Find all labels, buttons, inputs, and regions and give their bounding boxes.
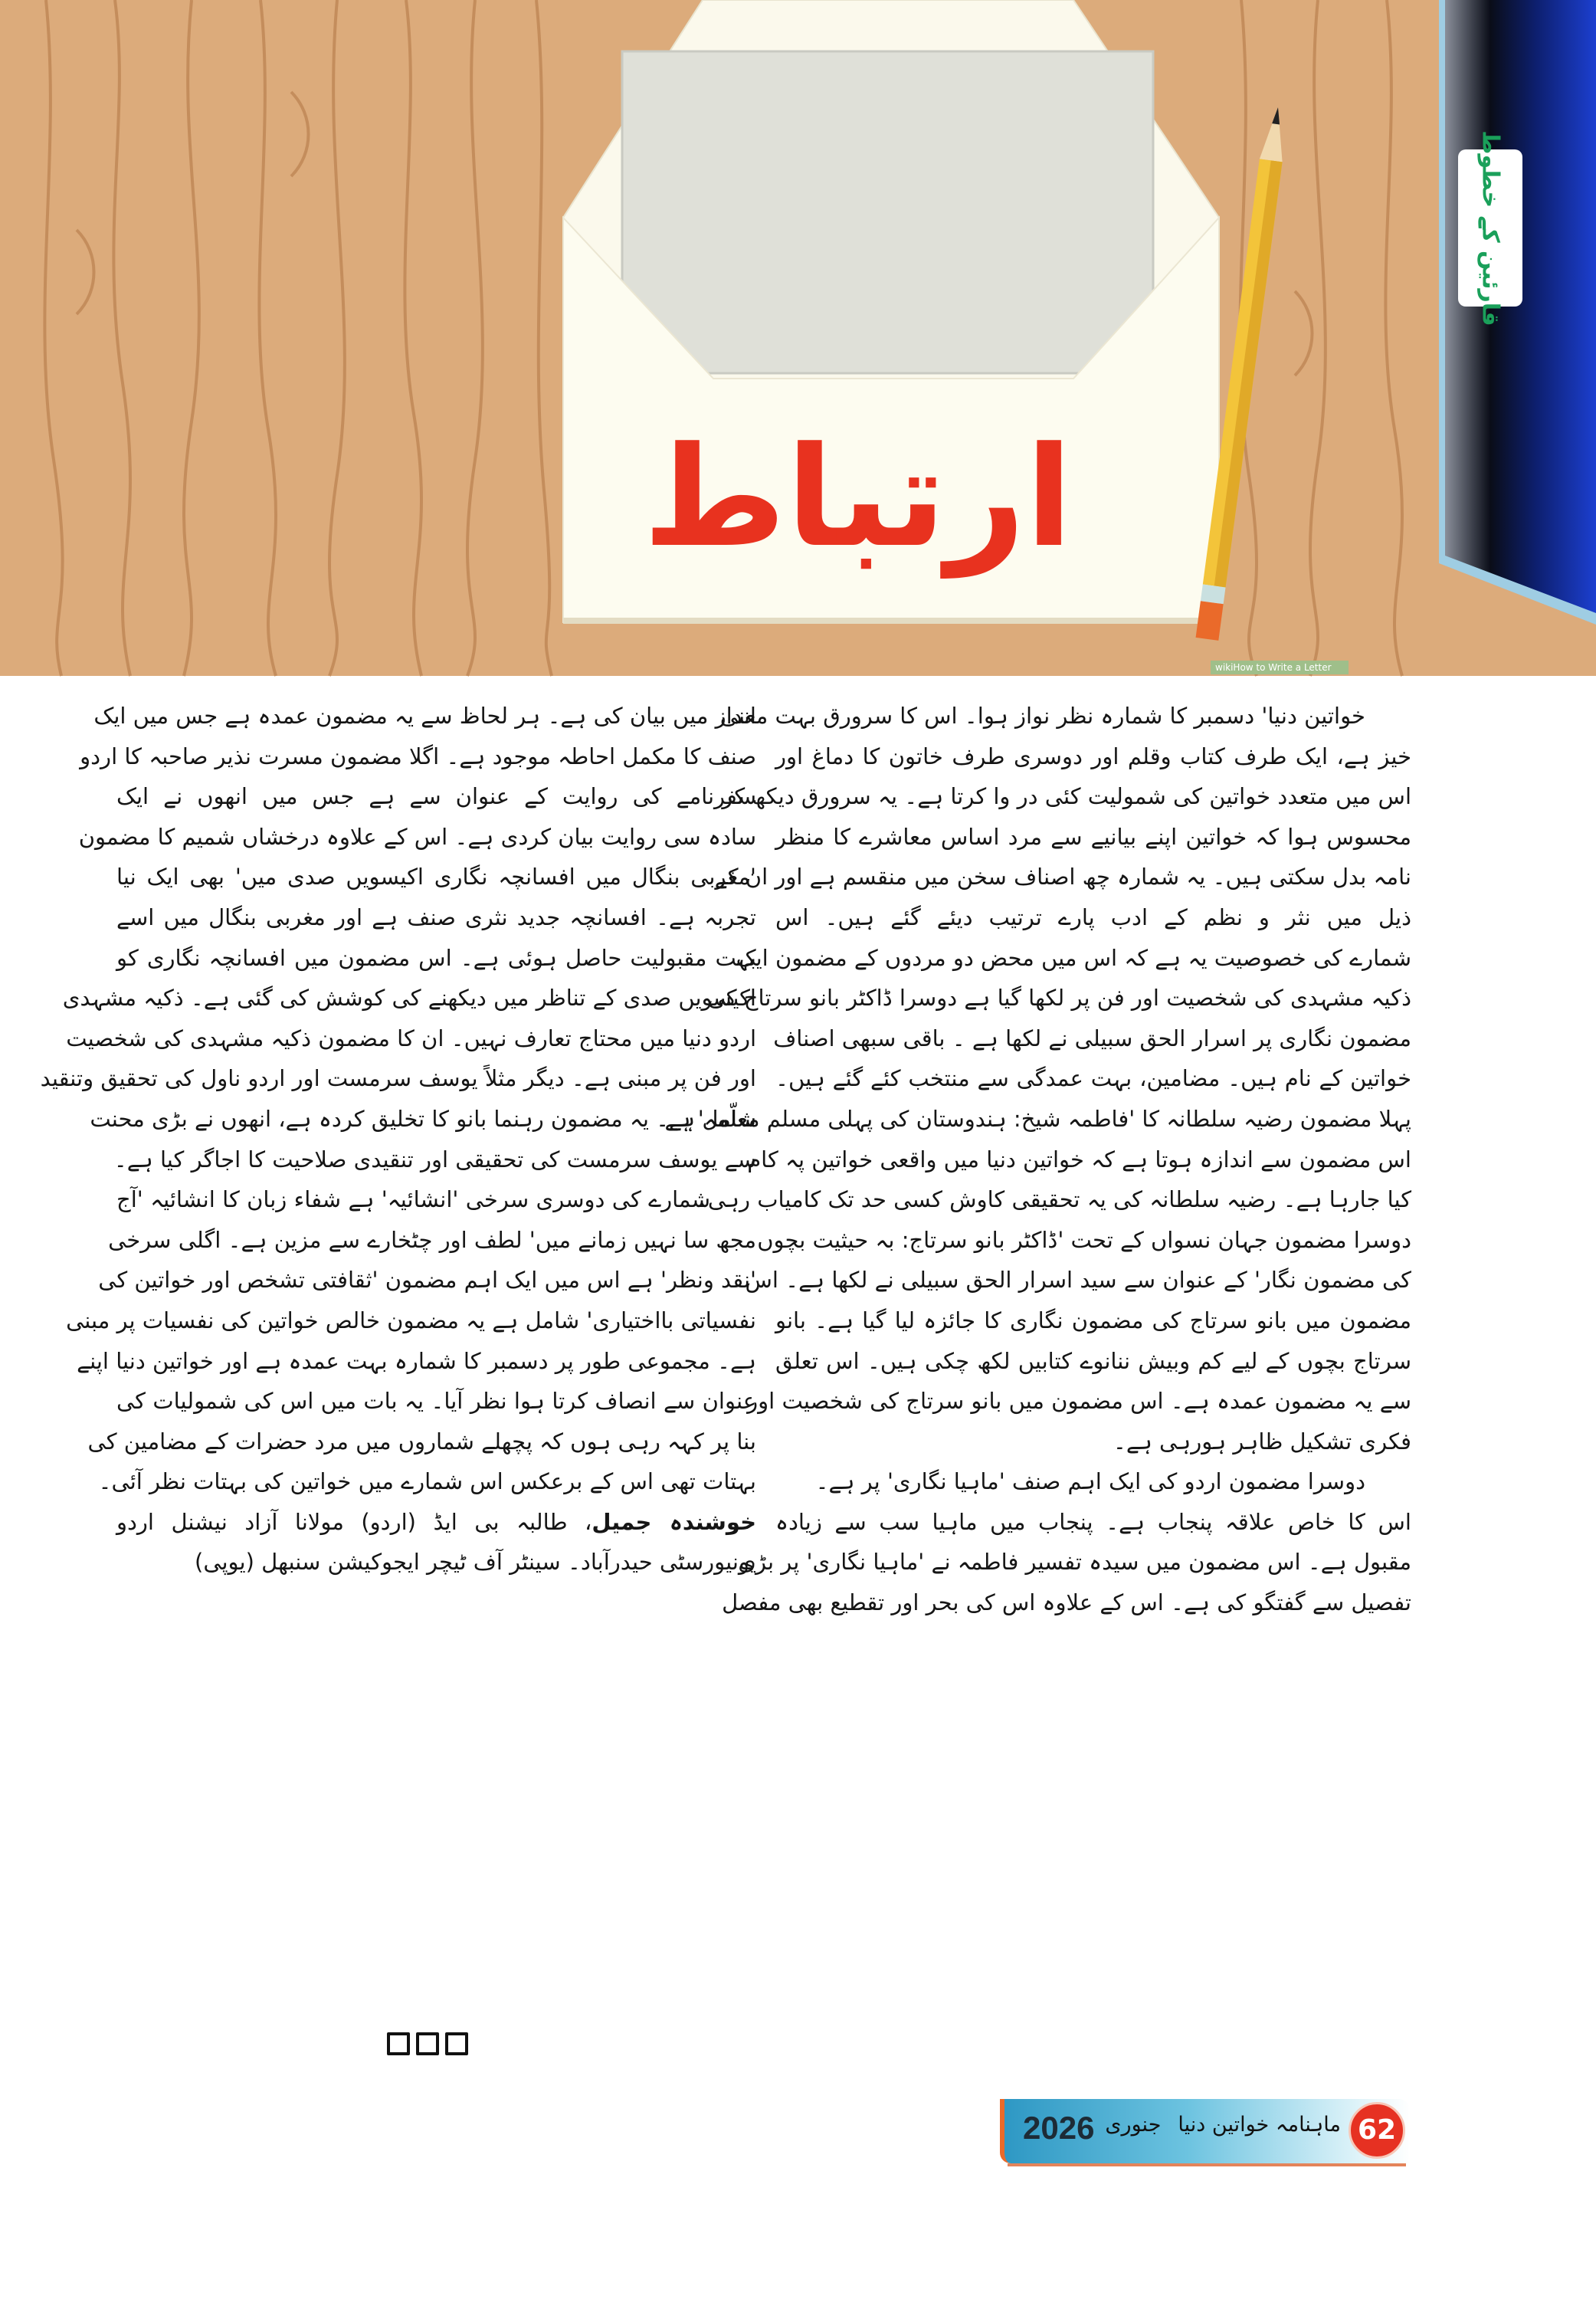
magazine-issue bbox=[1105, 2113, 1341, 2137]
text-line: 'مغربی بنگال میں افسانچہ نگاری اکیسویں صدی میں' بھی ایک نیا bbox=[116, 864, 756, 890]
text-line: سفرنامے کی روایت کے عنوان سے ہے جس میں انھوں نے ایک bbox=[116, 783, 756, 810]
end-mark-box bbox=[416, 2032, 439, 2055]
text-line: مقبول ہے۔ اس مضمون میں سیدہ تفسیر فاطمہ نے 'ماہیا نگاری' پر بڑی bbox=[738, 1549, 1411, 1576]
text-line: مضمون نگاری پر اسرار الحق سبیلی نے لکھا ہے ۔ باقی سبھی اصناف bbox=[773, 1025, 1411, 1051]
text-line: دوسرا مضمون اردو کی ایک اہم صنف 'ماہیا نگاری' پر ہے۔ bbox=[815, 1468, 1365, 1495]
issue-month: جنوری bbox=[1105, 2113, 1162, 2137]
text-line: شمارے کی خصوصیت یہ ہے کہ اس میں محض دو مردوں کے مضمون ایک bbox=[736, 944, 1411, 971]
text-line: مضمون میں بانو سرتاج کی مضمون نگاری کا جائزہ لیا گیا ہے۔ بانو bbox=[775, 1307, 1411, 1333]
section-label-text: قارئین کے خطوط bbox=[1476, 130, 1504, 326]
text-line: نفسیاتی بااختیاری' شامل ہے یہ مضمون خالص خواتین کی نفسیات پر مبنی bbox=[66, 1307, 756, 1333]
author-affiliation: ، طالبہ بی ایڈ (اردو) مولانا آزاد نیشنل اردو bbox=[116, 1508, 592, 1535]
text-line: سے یوسف سرمست کی تحقیقی اور تنقیدی صلاحیت کا اجاگر کیا ہے۔ bbox=[113, 1146, 756, 1172]
end-mark bbox=[387, 2032, 468, 2055]
text-line: خواتین دنیا' دسمبر کا شمارہ نظر نواز ہوا۔ اس کا سرورق بہت معنی bbox=[719, 703, 1365, 729]
text-line: پہلا مضمون رضیہ سلطانہ کا 'فاطمہ شیخ: ہندوستان کی پہلی مسلم معلّمہ' ہے bbox=[664, 1105, 1411, 1132]
section-label bbox=[1458, 130, 1522, 326]
article-column-left bbox=[40, 696, 757, 1582]
text-line: اکیسویں صدی کے تناظر میں دیکھنے کی کوشش کی گئی ہے۔ ذکیہ مشہدی bbox=[62, 985, 756, 1012]
text-line: نامہ بدل سکتی ہیں۔ یہ شمارہ چھ اصناف سخن میں منقسم ہے اور ان کے bbox=[714, 864, 1411, 890]
text-line: عنوان سے انصاف کرتا ہوا نظر آیا۔ یہ بات میں اس کی شمولیات کی bbox=[116, 1388, 756, 1415]
page-number-badge: 62 bbox=[1349, 2102, 1405, 2159]
text-line: سادہ سی روایت بیان کردی ہے۔ اس کے علاوہ درخشاں شمیم کا مضمون bbox=[78, 823, 756, 850]
text-line: تفصیل سے گفتگو کی ہے۔ اس کے علاوہ اس کی بحر اور تقطیع بھی مفصل bbox=[722, 1589, 1411, 1616]
issue-year: 2026 bbox=[1023, 2110, 1095, 2146]
text-line: اس کا خاص علاقہ پنجاب ہے۔ پنجاب میں ماہیا سب سے زیادہ bbox=[775, 1508, 1411, 1535]
end-mark-box bbox=[445, 2032, 468, 2055]
text-line: ذکیہ مشہدی کی شخصیت اور فن پر لکھا گیا ہے دوسرا ڈاکٹر بانو سرتاج کی bbox=[707, 985, 1411, 1012]
text-line: خیز ہے، ایک طرف کتاب وقلم اور دوسری طرف خاتون کا دماغ اور bbox=[775, 743, 1411, 769]
text-line: یونیورسٹی حیدرآباد۔ سینٹر آف ٹیچر ایجوکیشن سنبھل (یوپی) bbox=[195, 1549, 756, 1576]
text-line: دوسرا مضمون جہان نسواں کے تحت 'ڈاکٹر بانو سرتاج: بہ حیثیت بچوں bbox=[757, 1226, 1411, 1253]
text-line: ذیل میں نثر و نظم کے ادب پارے ترتیب دیئے گئے ہیں۔ اس bbox=[775, 904, 1411, 930]
text-line: انداز میں بیان کی ہے۔ ہر لحاظ سے یہ مضمون عمدہ ہے جس میں ایک bbox=[93, 703, 756, 729]
text-line: اس میں متعدد خواتین کی شمولیت کئی در وا کرتا ہے۔ یہ سرورق دیکھ کر bbox=[722, 783, 1411, 810]
text-line: سرتاج بچوں کے لیے کم وبیش ننانوے کتابیں لکھ چکی ہیں۔ اس تعلق bbox=[775, 1347, 1411, 1374]
text-line: مجھ سا نہیں زمانے میں' لطف اور چٹخارے سے مزین ہے۔ اگلی سرخی bbox=[108, 1226, 756, 1253]
image-watermark: wikiHow to Write a Letter bbox=[1211, 661, 1349, 674]
text-line: شمارے کی دوسری سرخی 'انشائیہ' ہے شفاء زبان کا انشائیہ 'آج bbox=[116, 1186, 710, 1213]
text-line: اور فن پر مبنی ہے۔ دیگر مثلاً یوسف سرمست اور اردو ناول کی تحقیق وتنقید bbox=[40, 1065, 756, 1092]
text-line: اردو دنیا میں محتاج تعارف نہیں۔ ان کا مضمون ذکیہ مشہدی کی شخصیت bbox=[66, 1025, 756, 1051]
text-line: تجربہ ہے۔ افسانچہ جدید نثری صنف ہے اور مغربی بنگال میں اسے bbox=[116, 904, 756, 930]
header-illustration bbox=[0, 0, 1596, 676]
letter-card bbox=[622, 51, 1153, 373]
text-line bbox=[116, 1502, 756, 1543]
text-line: فکری تشکیل ظاہر ہورہی ہے۔ bbox=[1113, 1428, 1411, 1455]
section-banner bbox=[1439, 0, 1596, 625]
text-line: سے یہ مضمون عمدہ ہے۔ اس مضمون میں بانو سرتاج کی شخصیت اور bbox=[747, 1388, 1411, 1415]
text-line: محسوس ہوا کہ خواتین اپنے بیانیے سے مرد اساس معاشرے کا منظر bbox=[775, 823, 1411, 850]
text-line: 'نقد ونظر' ہے اس میں ایک اہم مضمون 'ثقافتی تشخص اور خواتین کی bbox=[98, 1267, 756, 1294]
footer-underline bbox=[1008, 2163, 1406, 2166]
text-line: بہت مقبولیت حاصل ہوئی ہے۔ اس مضمون میں افسانچہ نگاری کو bbox=[116, 944, 756, 971]
text-line: صنف کا مکمل احاطہ موجود ہے۔ اگلا مضمون مسرت نذیر صاحبہ کا اردو bbox=[80, 743, 756, 769]
text-line: اس مضمون سے اندازہ ہوتا ہے کہ خواتین دنیا میں واقعی خواتین پہ کام bbox=[747, 1146, 1411, 1172]
text-line: ہے۔ مجموعی طور پر دسمبر کا شمارہ بہت عمدہ ہے اور خواتین دنیا اپنے bbox=[77, 1347, 756, 1374]
text-line: بہتات تھی اس کے برعکس اس شمارے میں خواتین کی بہتات نظر آئی۔ bbox=[98, 1468, 756, 1495]
magazine-name: ماہنامہ خواتین دنیا bbox=[1178, 2113, 1341, 2137]
text-line: شامل ہے۔ یہ مضمون رہنما بانو کا تخلیق کردہ ہے، انھوں نے بڑی محنت bbox=[90, 1105, 756, 1132]
page-footer bbox=[1000, 2096, 1410, 2169]
page-title: ارتباط bbox=[643, 418, 1073, 578]
author-name: خوشندہ جمیل bbox=[592, 1508, 757, 1535]
text-line: بنا پر کہہ رہی ہوں کہ پچھلے شماروں میں مرد حضرات کے مضامین کی bbox=[87, 1428, 756, 1455]
end-mark-box bbox=[387, 2032, 410, 2055]
text-line: کی مضمون نگار' کے عنوان سے سید اسرار الحق سبیلی نے لکھا ہے۔ اس bbox=[745, 1267, 1411, 1294]
text-line: خواتین کے نام ہیں۔ مضامین، بہت عمدگی سے منتخب کئے گئے ہیں۔ bbox=[775, 1065, 1411, 1092]
text-line: کیا جارہا ہے۔ رضیہ سلطانہ کی یہ تحقیقی کاوش کسی حد تک کامیاب رہی۔ bbox=[694, 1186, 1411, 1213]
